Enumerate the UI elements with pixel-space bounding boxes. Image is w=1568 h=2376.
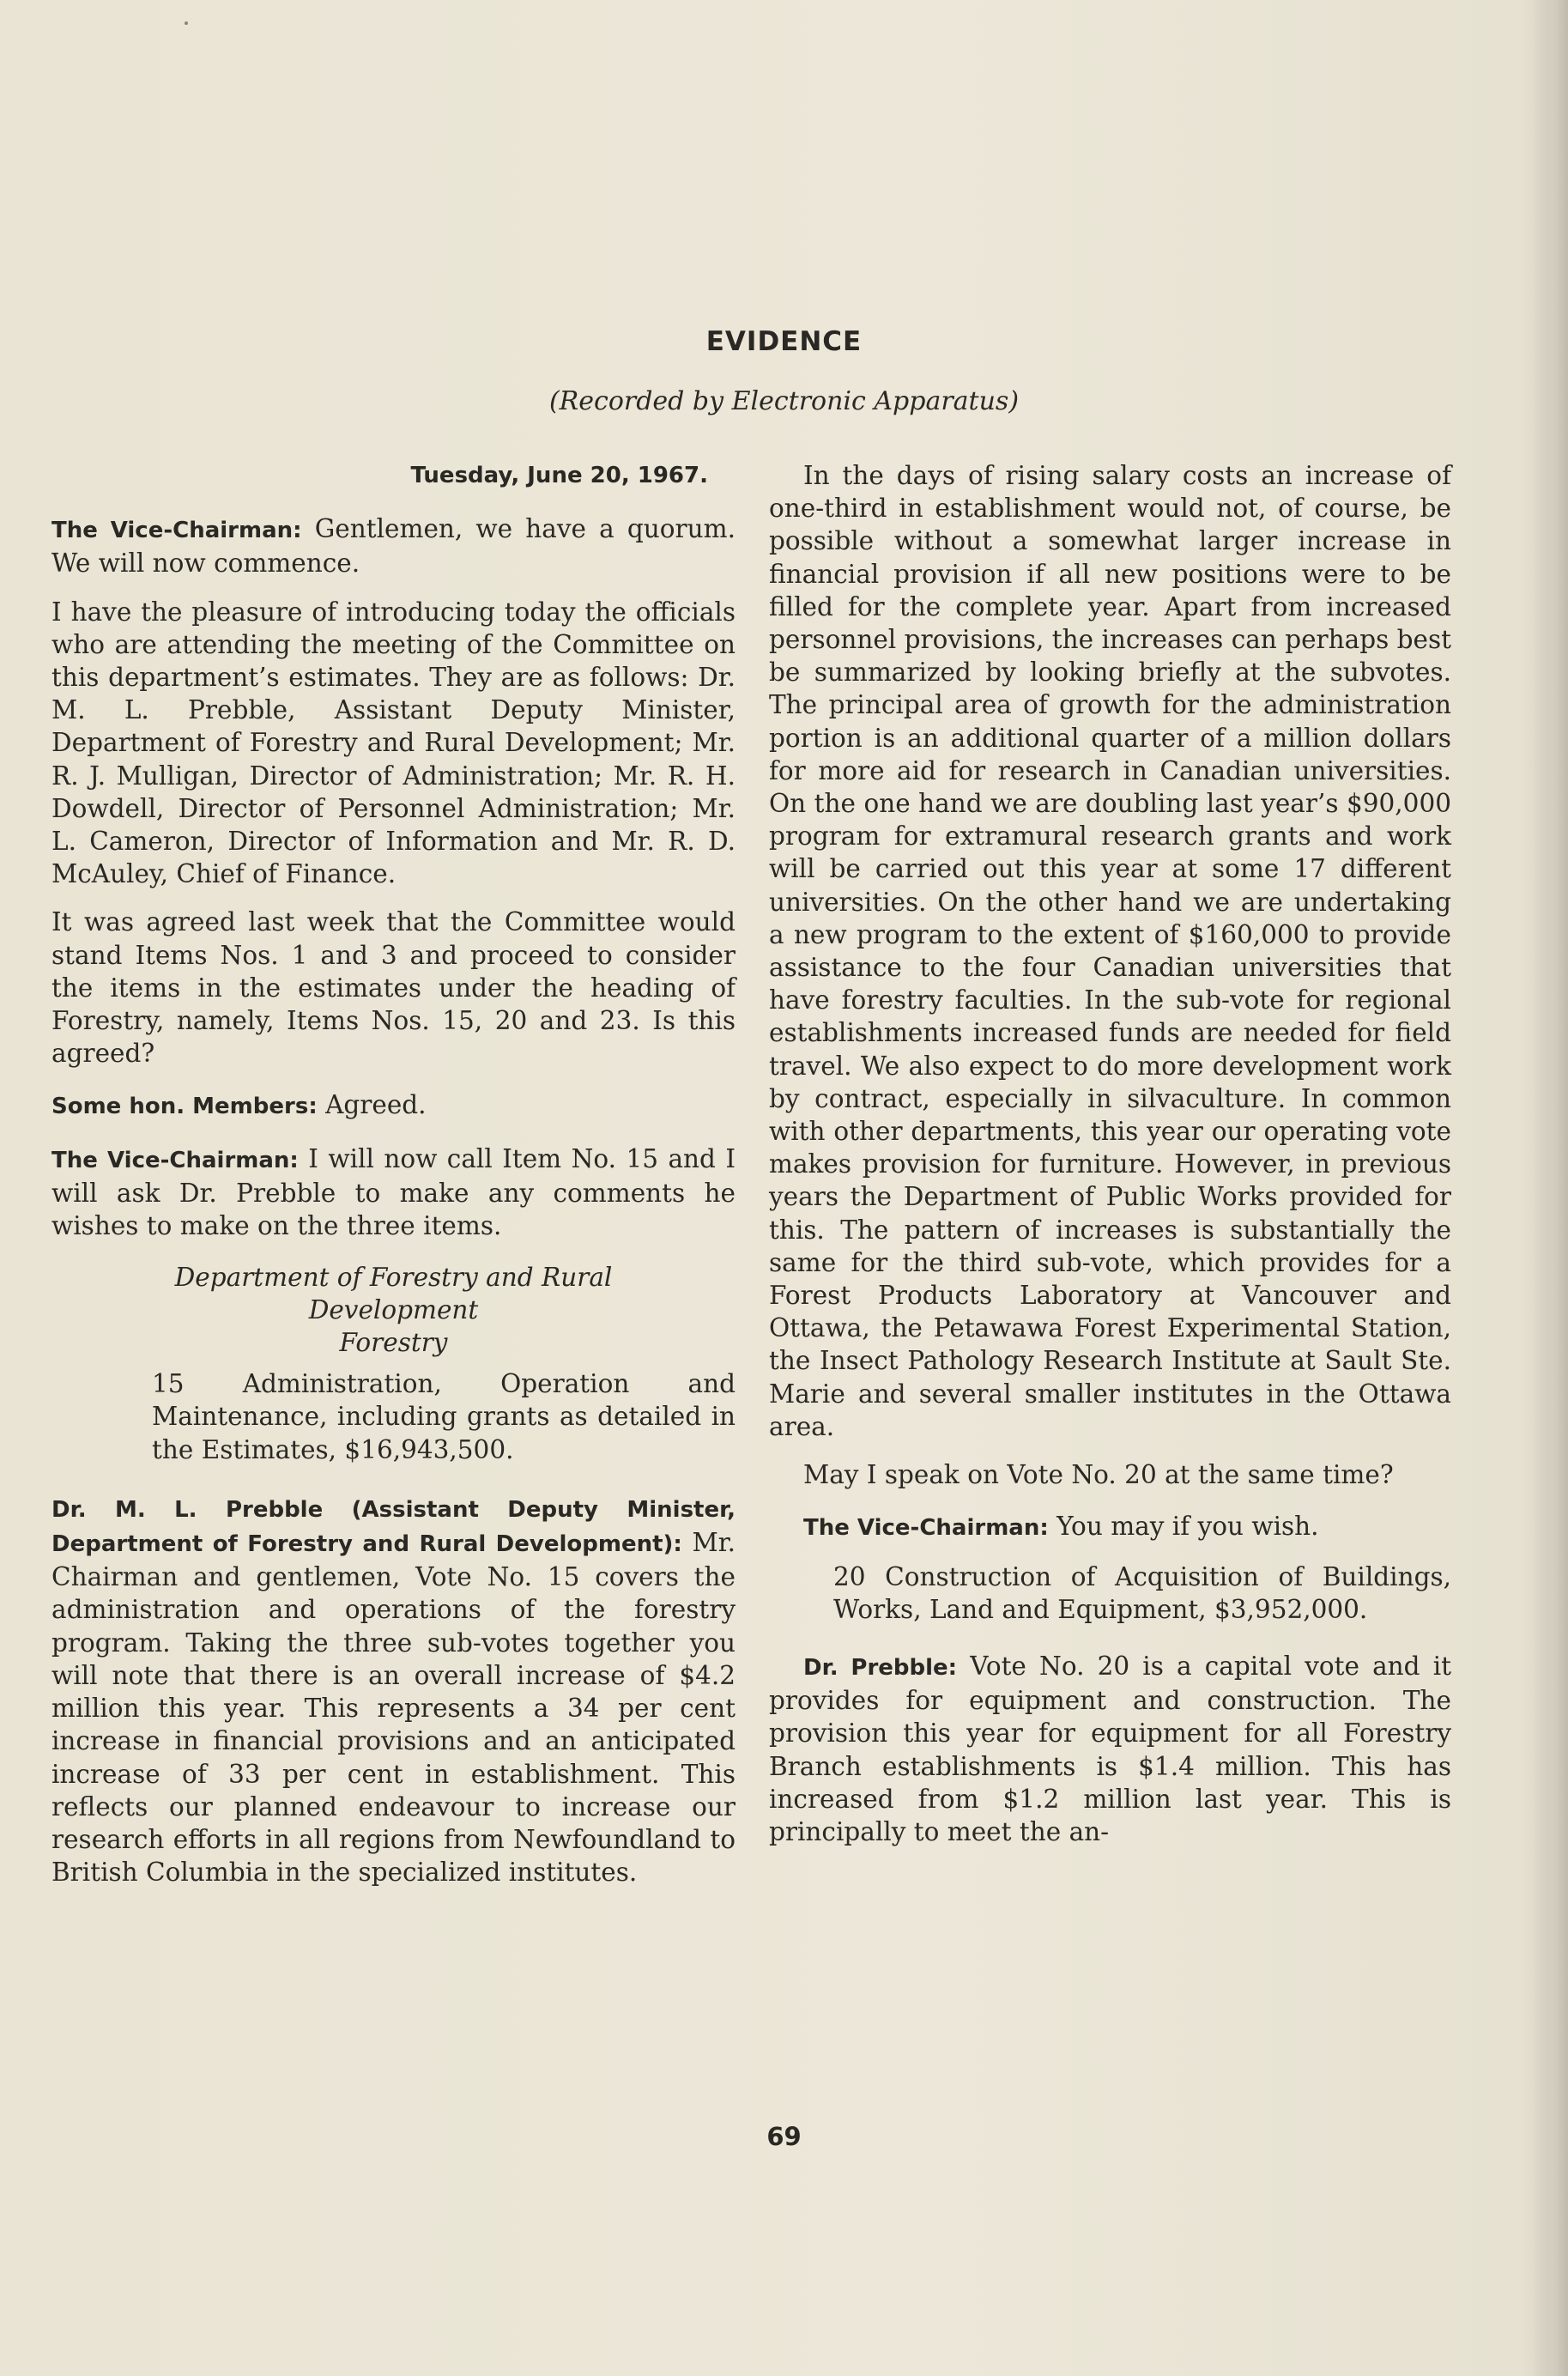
paragraph: [769, 1510, 1451, 1544]
speaker-name: The Vice-Chairman:: [51, 518, 302, 544]
page-number: 69: [766, 2122, 802, 2151]
speaker-name: The Vice-Chairman:: [51, 1147, 299, 1173]
paragraph: [51, 1088, 736, 1123]
speaker-name: Dr. Prebble:: [803, 1654, 958, 1681]
page-subheading: (Recorded by Electronic Apparatus): [548, 386, 1020, 416]
paragraph-text: Gentlemen, we have a quorum. We will now commence.: [51, 514, 736, 579]
department-heading: [51, 1261, 736, 1359]
department-line: Development: [308, 1295, 479, 1325]
paragraph-text: Mr. Chairman and gentlemen, Vote No. 15 covers the administration and operations of the forestry program. Taking the three sub-votes together you will note that there is an overall increase of $4.2 million this year. This represents a 34 per cent increase in financial provisions and an anticipated increase of 33 per cent in establishment. This reflects our planned endeavour to increase our research efforts in all regions from Newfoundland to British Columbia in the specialized institutes.: [51, 1528, 736, 1888]
paragraph: [51, 1492, 736, 1888]
paragraph: [51, 1143, 736, 1243]
speaker-name: Some hon. Members:: [51, 1094, 318, 1120]
paragraph: I have the pleasure of introducing today the officials who are attending the meeting of the Committee on this department’s estimates. They are as follows: Dr. M. L. Prebble, Assistant Deputy Minister, Department of Forestry and Rural Development; Mr. R. J. Mulligan, Director of Administration; Mr. R. H. Dowdell, Director of Personnel Administration; Mr. L. Cameron, Director of Information and Mr. R. D. McAuley, Chief of Finance.: [51, 597, 736, 889]
speck: [185, 21, 188, 25]
left-column: [51, 459, 736, 1904]
vote-item-15: 15 Administration, Operation and Maintenance, including grants as detailed in the Estimates, $16,943,500.: [152, 1369, 736, 1464]
speaker-name: The Vice-Chairman:: [803, 1515, 1049, 1542]
department-line: Department of Forestry and Rural: [174, 1263, 613, 1293]
paragraph-text: You may if you wish.: [1048, 1512, 1319, 1542]
paragraph: [51, 512, 736, 579]
paragraph-text: Vote No. 20 is a capital vote and it provides for equipment and construction. The provision this year for equipment for all Forestry Branch establishments is $1.4 million. This has increased from $1.2 million last year. This is principally to meet the an-: [769, 1651, 1451, 1846]
meeting-date: Tuesday, June 20, 1967.: [410, 463, 708, 488]
speaker-name: Dr. M. L. Prebble (Assistant Deputy Minister, Department of Forestry and Rural Development):: [51, 1496, 736, 1558]
paragraph-text: Agreed.: [317, 1090, 427, 1120]
paragraph: [769, 1650, 1451, 1848]
paragraph: In the days of rising salary costs an increase of one-third in establishment would not, of course, be possible without a somewhat larger increase in financial provision if all new positions were to be filled for the complete year. Apart from increased personnel provisions, the increases can perhaps best be summarized by looking briefly at the subvotes. The principal area of growth for the administration portion is an additional quarter of a million dollars for more aid for research in Canadian universities. On the one hand we are doubling last year’s $90,000 program for extramural research grants and work will be carried out this year at some 17 different universities. On the other hand we are undertaking a new program to the extent of $160,000 to provide assistance to the four Canadian universities that have forestry faculties. In the sub-vote for regional establishments increased funds are needed for field travel. We also expect to do more development work by contract, especially in silvaculture. In common with other departments, this year our operating vote makes provision for furniture. However, in previous years the Department of Public Works provided for this. The pattern of increases is substantially the same for the third sub-vote, which provides for a Forest Products Laboratory at Vancouver and Ottawa, the Petawawa Forest Experimental Station, the Insect Pathology Research Institute at Sault Ste. Marie and several smaller institutes in the Ottawa area.: [769, 461, 1451, 1441]
paragraph-text: I will now call Item No. 15 and I will ask Dr. Prebble to make any comments he wishes to make on the three items.: [51, 1143, 736, 1241]
right-column: [769, 459, 1451, 1864]
vote-item-20: 20 Construction of Acquisition of Buildings, Works, Land and Equipment, $3,952,000.: [833, 1561, 1451, 1624]
page-heading: EVIDENCE: [705, 326, 863, 357]
department-line: Forestry: [339, 1328, 448, 1358]
paragraph: May I speak on Vote No. 20 at the same time?: [803, 1460, 1394, 1490]
paragraph: It was agreed last week that the Committee would stand Items Nos. 1 and 3 and proceed to consider the items in the estimates under the heading of Forestry, namely, Items Nos. 15, 20 and 23. Is this agreed?: [51, 907, 736, 1069]
